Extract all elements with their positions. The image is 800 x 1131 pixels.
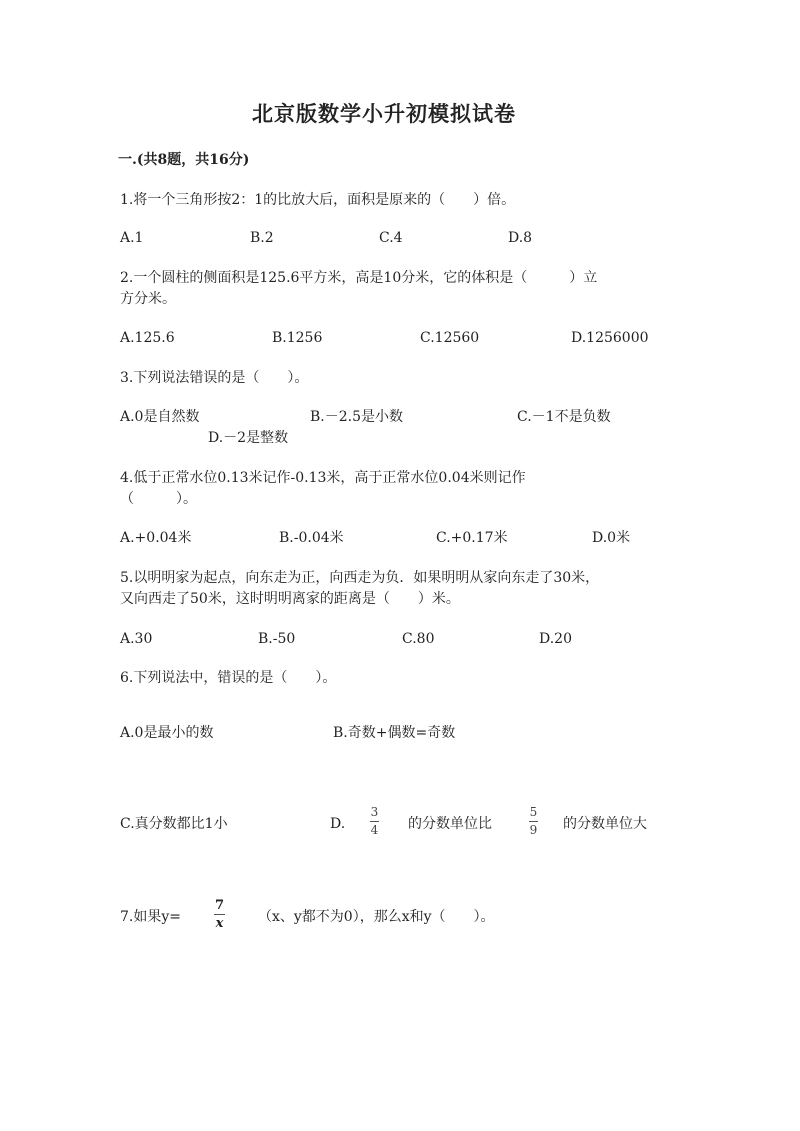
fraction-numerator: 3 bbox=[370, 805, 379, 819]
question-1-text: 1.将一个三角形按2：1的比放大后，面积是原来的（ ）倍。 bbox=[120, 192, 516, 208]
fraction-denominator: 4 bbox=[370, 823, 379, 837]
q1-option-b: B.2 bbox=[250, 230, 274, 246]
fraction-denominator: x bbox=[215, 916, 224, 931]
question-7-prefix: 7.如果y= bbox=[120, 909, 181, 925]
question-7-suffix: （x、y都不为0），那么x和y（ ）。 bbox=[258, 909, 495, 925]
q3-option-a: A.0是自然数 bbox=[120, 409, 200, 425]
question-4-text-line1: 4.低于正常水位0.13米记作-0.13米，高于正常水位0.04米则记作 bbox=[120, 470, 526, 486]
q3-option-d: D.－2是整数 bbox=[208, 430, 289, 446]
question-5-text-line1: 5.以明明家为起点，向东走为正，向西走为负．如果明明从家向东走了30米， bbox=[120, 570, 600, 586]
q1-option-c: C.4 bbox=[379, 230, 403, 246]
q4-option-b: B.-0.04米 bbox=[279, 530, 344, 546]
q5-option-a: A.30 bbox=[120, 631, 153, 647]
q6-option-a: A.0是最小的数 bbox=[120, 725, 214, 741]
q3-option-c: C.－1不是负数 bbox=[517, 409, 611, 425]
question-5-text-line2: 又向西走了50米，这时明明离家的距离是（ ）米。 bbox=[120, 591, 460, 607]
question-4-text-line2: （ ）。 bbox=[120, 491, 197, 507]
q6-option-d-middle: 的分数单位比 bbox=[408, 816, 492, 832]
q2-option-c: C.12560 bbox=[420, 330, 480, 346]
fraction-seven-over-x bbox=[214, 899, 225, 930]
q3-option-b: B.－2.5是小数 bbox=[310, 409, 404, 425]
fraction-bar bbox=[370, 821, 379, 822]
q5-option-b: B.-50 bbox=[258, 631, 296, 647]
q1-option-d: D.8 bbox=[508, 230, 533, 246]
fraction-bar bbox=[214, 914, 225, 915]
section-header: 一.(共8题，共16分) bbox=[118, 152, 250, 168]
q5-option-d: D.20 bbox=[539, 631, 572, 647]
question-2-text-line2: 方分米。 bbox=[120, 291, 176, 307]
fraction-bar bbox=[529, 821, 538, 822]
q5-option-c: C.80 bbox=[402, 631, 435, 647]
q4-option-d: D.0米 bbox=[592, 530, 631, 546]
q4-option-a: A.+0.04米 bbox=[120, 530, 192, 546]
fraction-numerator: 5 bbox=[529, 805, 538, 819]
fraction-denominator: 9 bbox=[529, 823, 538, 837]
fraction-numerator: 7 bbox=[214, 898, 225, 913]
q6-option-c: C.真分数都比1小 bbox=[120, 816, 228, 832]
q6-option-d-suffix: 的分数单位大 bbox=[563, 816, 647, 832]
q2-option-b: B.1256 bbox=[272, 330, 323, 346]
q2-option-a: A.125.6 bbox=[120, 330, 175, 346]
q1-option-a: A.1 bbox=[120, 230, 144, 246]
question-3-text: 3.下列说法错误的是（ ）。 bbox=[120, 370, 309, 386]
q2-option-d: D.1256000 bbox=[571, 330, 649, 346]
q6-option-d-label: D. bbox=[330, 816, 346, 832]
page-title: 北京版数学小升初模拟试卷 bbox=[252, 101, 516, 126]
q6-option-b: B.奇数+偶数=奇数 bbox=[333, 725, 456, 741]
fraction-five-ninths bbox=[529, 806, 538, 837]
fraction-three-fourths bbox=[370, 806, 379, 837]
question-6-text: 6.下列说法中，错误的是（ ）。 bbox=[120, 670, 337, 686]
question-2-text-line1: 2.一个圆柱的侧面积是125.6平方米，高是10分米，它的体积是（ ）立 bbox=[120, 270, 598, 286]
q4-option-c: C.+0.17米 bbox=[436, 530, 508, 546]
